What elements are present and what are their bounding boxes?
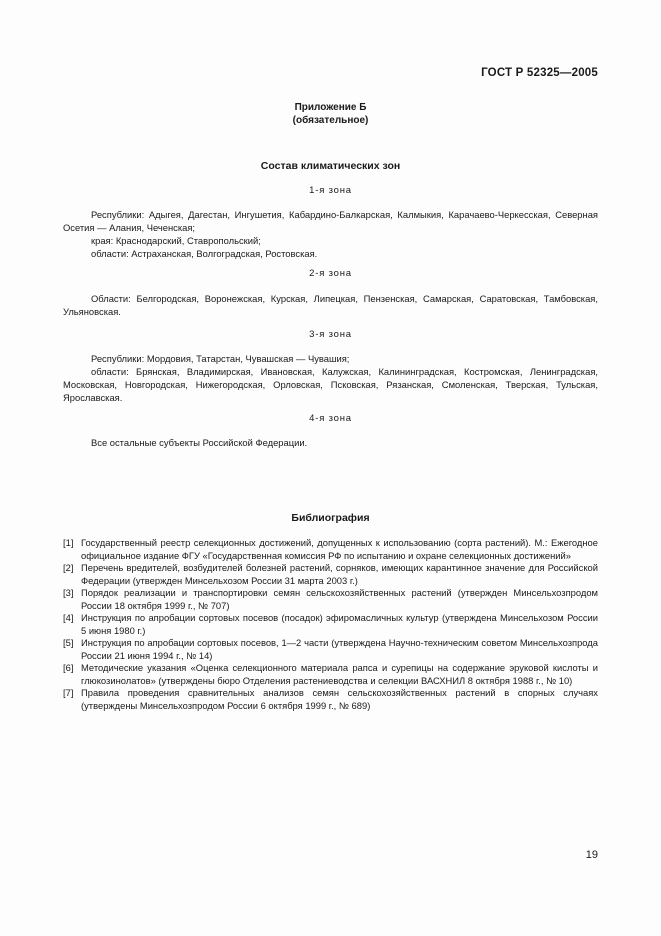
appendix-subtitle: (обязательное): [292, 115, 369, 126]
zone-paragraph: области: Астраханская, Волгоградская, Ростовская.: [91, 248, 318, 259]
bibliography-item-text: Инструкция по апробации сортовых посевов, 1—2 части (утверждена Научно-техническим советом Минсельхозпрода России 21 июня 1994 г., № 14): [81, 637, 598, 661]
bibliography-item: [63, 612, 598, 637]
bibliography-item-number: [4]: [63, 612, 74, 623]
bibliography-item-number: [1]: [63, 537, 74, 548]
zone-paragraph: края: Краснодарский, Ставропольский;: [91, 235, 261, 246]
zone-4-text: [63, 436, 598, 449]
zone-1-label: 1-я зона: [309, 185, 352, 196]
bibliography-item: [63, 637, 598, 662]
bibliography-item-number: [3]: [63, 587, 74, 598]
bibliography-item-number: [7]: [63, 687, 74, 698]
bibliography-item: [63, 587, 598, 612]
zone-2-label: 2-я зона: [309, 268, 352, 279]
bibliography-item-number: [5]: [63, 637, 74, 648]
zone-3-label: 3-я зона: [309, 329, 352, 340]
bibliography-item-text: Инструкция по апробации сортовых посевов (посадок) эфиромасличных культур (утверждена Минсельхозом России 5 июня 1980 г.): [81, 612, 598, 636]
bibliography-item-number: [2]: [63, 562, 74, 573]
zone-4-label: 4-я зона: [309, 413, 352, 424]
bibliography-list: [63, 537, 598, 712]
bibliography-item: [63, 537, 598, 562]
bibliography-item-text: Правила проведения сравнительных анализов семян сельскохозяйственных растений в спорных случаях (утверждены Минсельхозпродом России 6 октября 1999 г., № 689): [81, 687, 598, 711]
bibliography-item-text: Перечень вредителей, возбудителей болезней растений, сорняков, имеющих карантинное значение для Российской Федерации (утвержден Минсельхозом России 31 марта 2003 г.): [81, 562, 598, 586]
zone-paragraph: Все остальные субъекты Российской Федерации.: [91, 437, 308, 448]
bibliography-item-text: Государственный реестр селекционных достижений, допущенных к использованию (сорта растений). М.: Ежегодное официальное издание ФГУ «Государственная комиссия РФ по испытанию и охране селекционных достижений»: [81, 537, 598, 561]
zone-paragraph: Республики: Адыгея, Дагестан, Ингушетия, Кабардино-Балкарская, Калмыкия, Карачаево-Черкесская, Северная Осетия — Алания, Чеченская;: [63, 209, 598, 233]
zones-section-title: Состав климатических зон: [260, 160, 401, 172]
bibliography-item-text: Методические указания «Оценка селекционного материала рапса и сурепицы на содержание эруковой кислоты и глюкозинолатов» (утверждены бюро Отделения растениеводства и селекции ВАСХНИЛ 8 октября 1988 г., № 10): [81, 662, 598, 686]
page-number: 19: [585, 849, 598, 861]
zone-3-text: [63, 352, 598, 404]
zone-2-text: [63, 292, 598, 318]
zone-paragraph: Области: Белгородская, Воронежская, Курская, Липецкая, Пензенская, Самарская, Саратовская, Тамбовская, Ульяновская.: [63, 293, 598, 317]
bibliography-item: [63, 562, 598, 587]
appendix-heading: [63, 101, 598, 127]
zone-paragraph: Республики: Мордовия, Татарстан, Чувашская — Чувашия;: [91, 353, 350, 364]
bibliography-item-number: [6]: [63, 662, 74, 673]
bibliography-title: Библиография: [291, 512, 370, 524]
appendix-title: Приложение Б: [294, 102, 367, 113]
zone-1-text: [63, 208, 598, 260]
zone-paragraph: области: Брянская, Владимирская, Ивановская, Калужская, Калининградская, Костромская, Ленинградская, Московская, Новгородская, Нижегородская, Орловская, Псковская, Рязанская, Смоленская, Тверская, Тульская, Ярославская.: [63, 366, 598, 403]
bibliography-item-text: Порядок реализации и транспортировки семян сельскохозяйственных растений (утвержден Минсельхозпродом России 18 октября 1999 г., № 707): [81, 587, 598, 611]
bibliography-item: [63, 687, 598, 712]
bibliography-item: [63, 662, 598, 687]
document-code: ГОСТ Р 52325—2005: [481, 67, 598, 79]
